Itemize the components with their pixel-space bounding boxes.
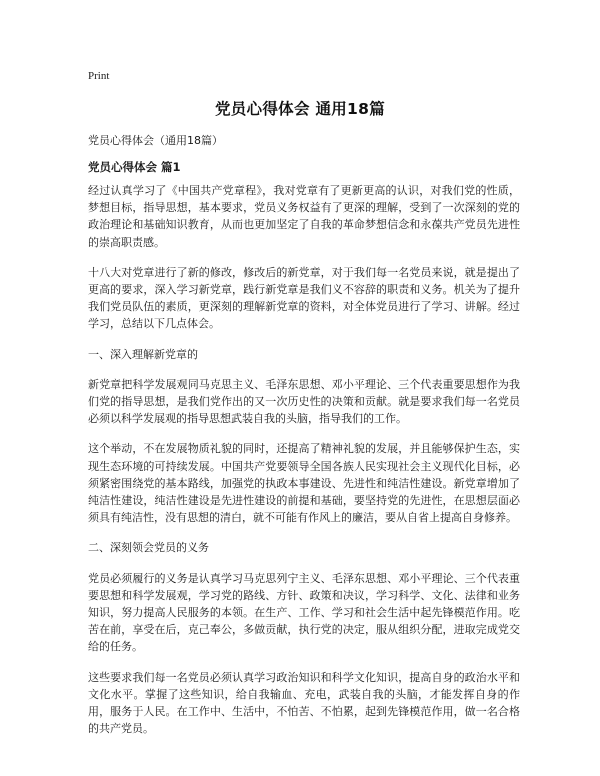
paragraph: 十八大对党章进行了新的修改，修改后的新党章，对于我们每一名党员来说，就是提出了更高的要求，深入学习新党章，践行新党章是我们义不容辞的职责和义务。机关为了提升我们党员队伍的素质，更深刻的理解新党章的资料，对全体党员进行了学习、讲解。经过学习，总结以下几点体会。	[88, 265, 520, 331]
document-subtitle: 党员心得体会（通用18篇）	[88, 134, 223, 147]
subheading: 二、深刻领会党员的义务	[88, 541, 209, 555]
document-body	[88, 132, 520, 750]
subheading: 一、深入理解新党章的	[88, 347, 198, 361]
paragraph: 新党章把科学发展观同马克思主义、毛泽东思想、邓小平理论、三个代表重要思想作为我们党的指导思想，是我们党作出的又一次历史性的决策和贡献。就是要求我们每一名党员必须以科学发展观的指导思想武装自我的头脑，指导我们的工作。	[88, 377, 520, 426]
paragraph: 党员必须履行的义务是认真学习马克思列宁主义、毛泽东思想、邓小平理论、三个代表重要思想和科学发展观，学习党的路线、方针、政策和决议，学习科学、文化、法律和业务知识，努力提高人民服务的本领。在生产、工作、学习和社会生活中起先锋模范作用。吃苦在前，享受在后，克己奉公，多做贡献，执行党的决定，服从组织分配，进取完成党交给的任务。	[88, 571, 520, 654]
print-link[interactable]: Print	[88, 70, 110, 82]
paragraph: 这个举动，不在发展物质礼貌的同时，还提高了精神礼貌的发展，并且能够保护生态，实现生态环境的可持续发展。中国共产党要领导全国各族人民实现社会主义现代化目标，必须紧密围绕党的基本路线，加强党的执政本事建设、先进性和纯洁性建设。新党章增加了纯洁性建设，纯洁性建设是先进性建设的前提和基础，要坚持党的先进性，在思想层面必须具有纯洁性，没有思想的清白，就不可能有作风上的廉洁，要从自省上提高自身修养。	[88, 442, 520, 525]
section-title: 党员心得体会 篇1	[88, 160, 181, 174]
paragraph: 这些要求我们每一名党员必须认真学习政治知识和科学文化知识，提高自身的政治水平和文化水平。掌握了这些知识，给自我输血、充电，武装自我的头脑，才能发挥自身的作用，服务于人民。在工作中、生活中，不怕苦、不怕累，起到先锋模范作用，做一名合格的共产党员。	[88, 670, 520, 736]
page-title: 党员心得体会 通用18篇	[214, 100, 386, 118]
paragraph: 经过认真学习了《中国共产党章程》，我对党章有了更新更高的认识，对我们党的性质，梦想目标，指导思想，基本要求，党员义务权益有了更深的理解，受到了一次深刻的党的政治理论和基础知识教育，从而也更加坚定了自我的革命梦想信念和永葆共产党员先进性的崇高职责感。	[88, 184, 520, 249]
